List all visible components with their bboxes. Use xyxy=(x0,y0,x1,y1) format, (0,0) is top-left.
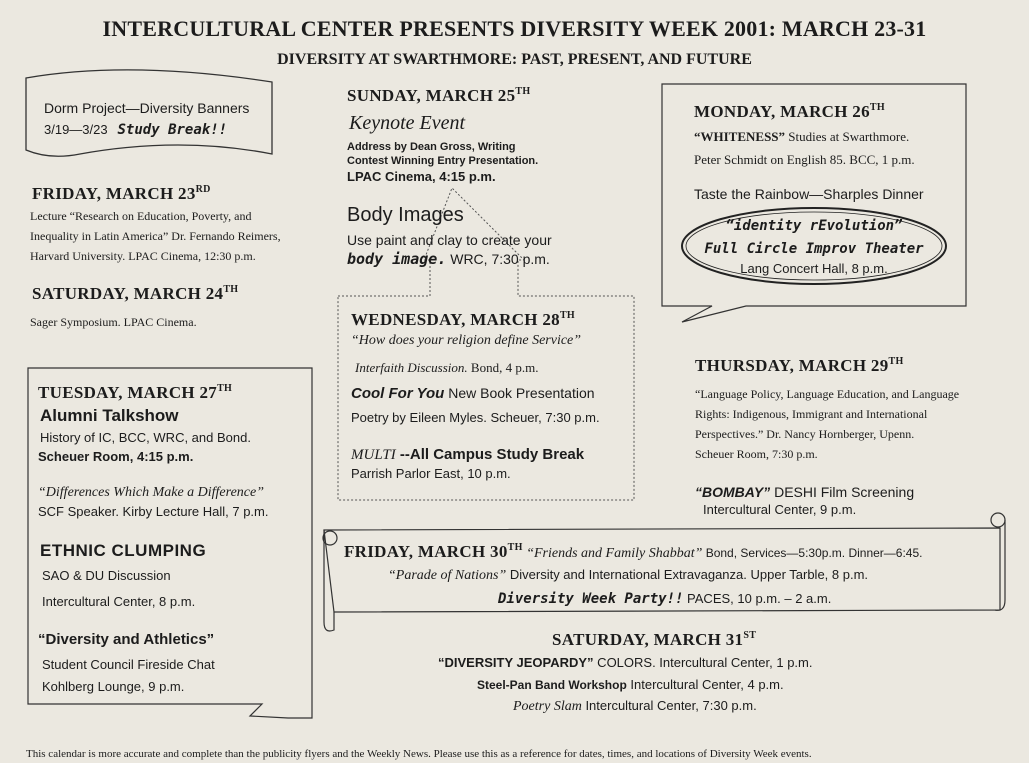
banner-study-break: Study Break!! xyxy=(117,122,228,138)
wednesday28-l4: MULTI --All Campus Study Break xyxy=(351,446,585,463)
banner-text xyxy=(44,98,249,141)
saturday24-heading: SATURDAY, MARCH 24TH xyxy=(32,284,239,303)
wednesday28-heading: WEDNESDAY, MARCH 28TH xyxy=(351,310,576,329)
page-title: INTERCULTURAL CENTER PRESENTS DIVERSITY WEEK 2001: MARCH 23-31 xyxy=(102,16,927,41)
saturday31-heading: SATURDAY, MARCH 31ST xyxy=(552,630,757,649)
tuesday27-heading: TUESDAY, MARCH 27TH xyxy=(38,383,233,402)
tuesday27-event2-l1: SCF Speaker. Kirby Lecture Hall, 7 p.m. xyxy=(38,504,269,519)
saturday24-details: Sager Symposium. LPAC Cinema. xyxy=(30,315,197,329)
banner-dates: 3/19—3/23 xyxy=(44,122,108,137)
tuesday27-event4-l2: Kohlberg Lounge, 9 p.m. xyxy=(42,679,185,694)
sunday25-body-l1: Use paint and clay to create your xyxy=(347,232,552,248)
banner-line1: Dorm Project—Diversity Banners xyxy=(44,100,250,116)
sunday25-keynote: Keynote Event xyxy=(349,112,466,134)
saturday31-l2: Steel-Pan Band Workshop Intercultural Center, 4 p.m. xyxy=(477,677,784,692)
tuesday27-event1-l1: History of IC, BCC, WRC, and Bond. xyxy=(40,430,251,445)
tuesday27-event4-l1: Student Council Fireside Chat xyxy=(42,657,215,672)
page-subtitle: DIVERSITY AT SWARTHMORE: PAST, PRESENT, AND FUTURE xyxy=(277,51,752,68)
tuesday27-event1-title: Alumni Talkshow xyxy=(40,406,179,425)
friday30-line2: “Parade of Nations” Diversity and International Extravaganza. Upper Tarble, 8 p.m. xyxy=(388,567,869,583)
tuesday27-event4-title: “Diversity and Athletics” xyxy=(38,631,215,648)
sunday25-body-l2: body image. WRC, 7:30 p.m. xyxy=(347,250,550,268)
wednesday28-question: “How does your religion define Service” xyxy=(351,333,582,348)
tuesday27-event1-l2: Scheuer Room, 4:15 p.m. xyxy=(38,449,194,464)
monday26-heading: MONDAY, MARCH 26TH xyxy=(694,102,885,121)
tuesday27-event3-l2: Intercultural Center, 8 p.m. xyxy=(42,594,196,609)
sunday25-heading: SUNDAY, MARCH 25TH xyxy=(347,86,531,105)
monday26-oval-l2: Full Circle Improv Theater xyxy=(704,241,924,257)
wednesday28-l5: Parrish Parlor East, 10 p.m. xyxy=(351,466,511,481)
saturday31-l3: Poetry Slam Intercultural Center, 7:30 p.m. xyxy=(513,698,757,714)
footer-note: This calendar is more accurate and complete than the publicity flyers and the Weekly News. Please use this as a reference for dates, times, and locations of Diversity Week events. xyxy=(26,748,812,760)
sunday25-l1: Address by Dean Gross, Writing xyxy=(347,141,516,153)
monday26-l3: Taste the Rainbow—Sharples Dinner xyxy=(694,186,924,202)
sunday25-l3: LPAC Cinema, 4:15 p.m. xyxy=(347,169,496,184)
tuesday27-event3-title: ETHNIC CLUMPING xyxy=(40,541,207,560)
tuesday27-event3-l1: SAO & DU Discussion xyxy=(42,568,171,583)
monday26-oval-l1: “identity rEvolution” xyxy=(725,218,903,234)
friday23-details: Lecture “Research on Education, Poverty, and Inequality in Latin America” Dr. Fernando Reimers, Harvard University. LPAC Cinema, 12:30 p.m. xyxy=(30,209,281,263)
sunday25-l2: Contest Winning Entry Presentation. xyxy=(347,155,539,167)
monday26-l2: Peter Schmidt on English 85. BCC, 1 p.m. xyxy=(694,152,915,167)
friday30-line3: Diversity Week Party!! PACES, 10 p.m. – 2 a.m. xyxy=(498,591,832,607)
saturday31-l1: “DIVERSITY JEOPARDY” COLORS. Intercultural Center, 1 p.m. xyxy=(438,655,813,670)
thursday29-details: “Language Policy, Language Education, and Language Rights: Indigenous, Immigrant and International Perspectives.” Dr. Nancy Hornberger, Upenn. Scheuer Room, 7:30 p.m. xyxy=(695,387,960,461)
thursday29-heading: THURSDAY, MARCH 29TH xyxy=(695,356,904,375)
sunday25-body-title: Body Images xyxy=(347,204,464,226)
friday30-line1: FRIDAY, MARCH 30TH “Friends and Family Shabbat” Bond, Services—5:30p.m. Dinner—6:45. xyxy=(344,542,923,561)
tuesday27-event2-title: “Differences Which Make a Difference” xyxy=(38,485,265,500)
wednesday28-l1: Interfaith Discussion. Bond, 4 p.m. xyxy=(355,360,539,375)
monday26-l1: “WHITENESS” Studies at Swarthmore. xyxy=(694,129,910,144)
friday23-heading: FRIDAY, MARCH 23RD xyxy=(32,184,211,203)
thursday29-l6: Intercultural Center, 9 p.m. xyxy=(703,502,857,517)
monday26-oval-l3: Lang Concert Hall, 8 p.m. xyxy=(740,261,888,276)
thursday29-l5: “BOMBAY” DESHI Film Screening xyxy=(695,484,915,500)
wednesday28-l2: Cool For You New Book Presentation xyxy=(351,385,595,402)
wednesday28-l3: Poetry by Eileen Myles. Scheuer, 7:30 p.m. xyxy=(351,410,600,425)
